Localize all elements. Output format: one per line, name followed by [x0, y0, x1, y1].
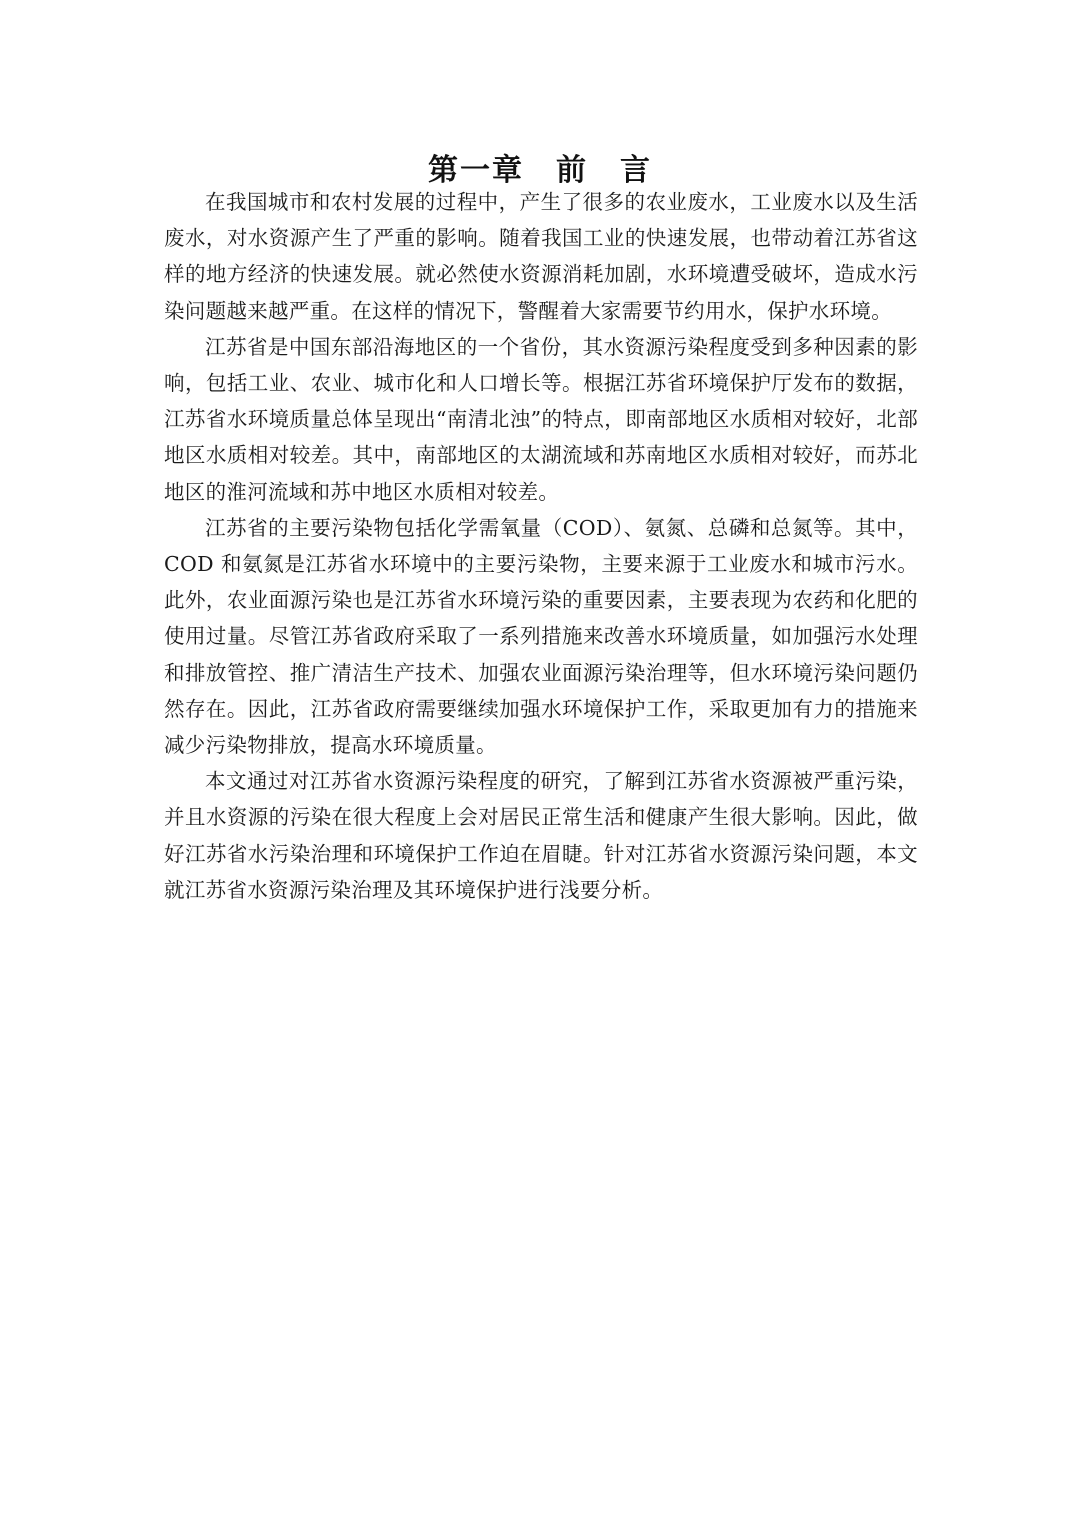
- paragraph-intro: 在我国城市和农村发展的过程中，产生了很多的农业废水，工业废水以及生活废水，对水资源产生了严重的影响。随着我国工业的快速发展，也带动着江苏省这样的地方经济的快速发展。就必然使水资源消耗加剧，水环境遭受破坏，造成水污染问题越来越严重。在这样的情况下，警醒着大家需要节约用水，保护水环境。: [164, 190, 918, 323]
- paragraph-regional-quality: 江苏省是中国东部沿海地区的一个省份，其水资源污染程度受到多种因素的影响，包括工业、农业、城市化和人口增长等。根据江苏省环境保护厅发布的数据，江苏省水环境质量总体呈现出“南清北浊”的特点，即南部地区水质相对较好，北部地区水质相对较差。其中，南部地区的太湖流域和苏南地区水质相对较好，而苏北地区的淮河流域和苏中地区水质相对较差。: [164, 334, 918, 504]
- paragraph-pollutants: 江苏省的主要污染物包括化学需氧量（COD）、氨氮、总磷和总氮等。其中，COD 和氨氮是江苏省水环境中的主要污染物，主要来源于工业废水和城市污水。此外，农业面源污染也是江苏省水环境污染的重要因素，主要表现为农药和化肥的使用过量。尽管江苏省政府采取了一系列措施来改善水环境质量，如加强污水处理和排放管控、推广清洁生产技术、加强农业面源污染治理等，但水环境污染问题仍然存在。因此，江苏省政府需要继续加强水环境保护工作，采取更加有力的措施来减少污染物排放，提高水环境质量。: [164, 515, 918, 758]
- body-text: [164, 184, 918, 908]
- paragraph-purpose: 本文通过对江苏省水资源污染程度的研究，了解到江苏省水资源被严重污染，并且水资源的污染在很大程度上会对居民正常生活和健康产生很大影响。因此，做好江苏省水污染治理和环境保护工作迫在眉睫。针对江苏省水资源污染问题，本文就江苏省水资源污染治理及其环境保护进行浅要分析。: [164, 769, 918, 902]
- chapter-title: 第一章 前 言: [428, 153, 652, 189]
